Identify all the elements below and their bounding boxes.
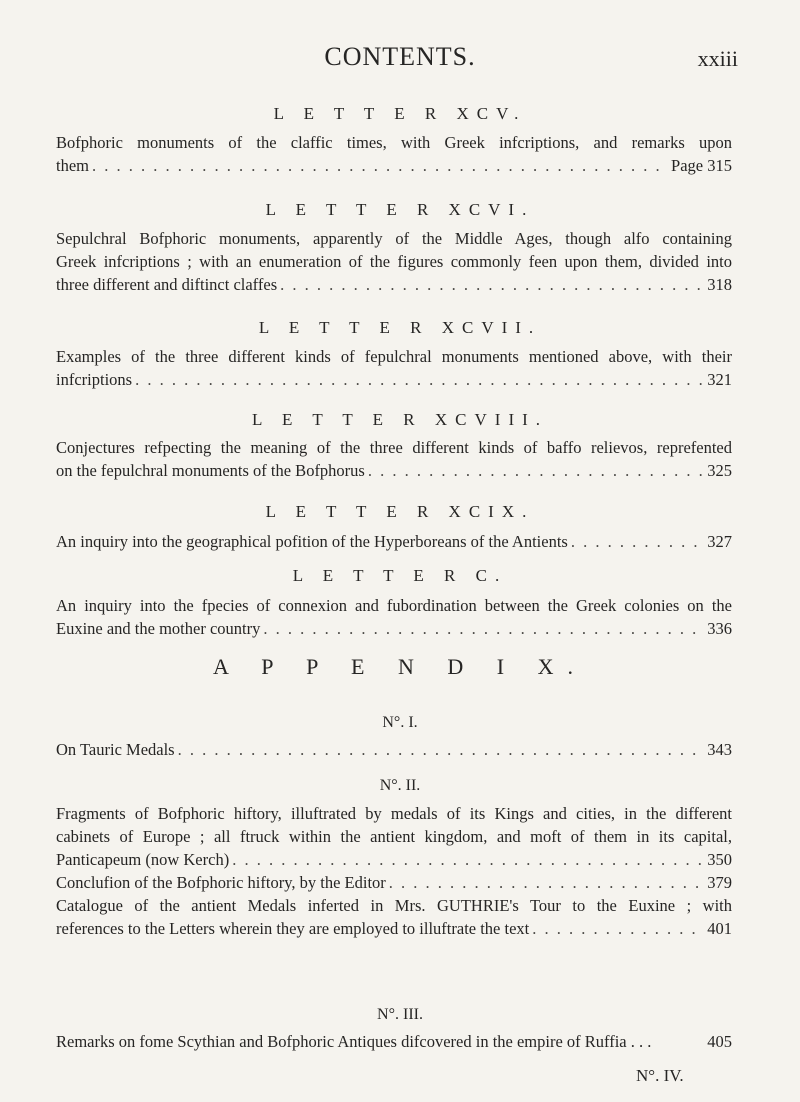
entry-page: 405: [707, 1032, 732, 1051]
appendix-title: A P P E N D I X.: [213, 654, 587, 679]
toc-entry: [56, 530, 732, 553]
toc-entry: [56, 1030, 732, 1053]
entry-last-line: [56, 154, 732, 177]
letter-heading: L E T T E R XCVI.: [265, 200, 535, 219]
entry-text: on the fepulchral monuments of the Bofphorus: [56, 461, 365, 480]
entry-text: Panticapeum (now Kerch): [56, 850, 230, 869]
entry-last-line: [56, 738, 732, 761]
entry-line: Bofphoric monuments of the claffic times, with Greek infcriptions, and remarks upon: [56, 133, 732, 152]
entry-page: 343: [707, 740, 732, 759]
page-number: xxiii: [697, 46, 738, 71]
entry-line: Catalogue of the antient Medals inferted in Mrs. GUTHRIE's Tour to the Euxine ; with: [56, 896, 732, 915]
letter-heading: L E T T E R XCIX.: [265, 502, 535, 521]
toc-entry: [56, 436, 732, 482]
entry-last-line: [56, 368, 732, 391]
leader-dots: [389, 871, 704, 894]
letter-heading: L E T T E R XCV.: [273, 104, 527, 123]
appendix-number: N°. I.: [382, 714, 418, 731]
entry-line: Examples of the three different kinds of fepulchral monuments mentioned above, with their: [56, 347, 732, 366]
toc-entry: [56, 738, 732, 761]
entry-line: An inquiry into the fpecies of connexion and fubordination between the Greek colonies on the: [56, 596, 732, 615]
entry-text: them: [56, 156, 89, 175]
entry-last-line: [56, 273, 732, 296]
entry-text: An inquiry into the geographical pofition of the Hyperboreans of the Antients: [56, 532, 568, 551]
appendix-number: N°. II.: [379, 777, 421, 794]
entry-text: Conclufion of the Bofphoric hiftory, by the Editor: [56, 873, 386, 892]
entry-page: 325: [707, 461, 732, 480]
letter-heading: L E T T E R C.: [292, 566, 508, 585]
leader-dots: [263, 617, 704, 640]
leader-dots: [532, 917, 704, 940]
toc-entry: [56, 131, 732, 177]
entry-page: 321: [707, 370, 732, 389]
running-title: CONTENTS.: [324, 42, 476, 71]
entry-page: 401: [707, 919, 732, 938]
entry-last-line: [56, 617, 732, 640]
entry-last-line: [56, 530, 732, 553]
leader-dots: [92, 154, 668, 177]
entry-page: 318: [707, 275, 732, 294]
entry-text: Remarks on fome Scythian and Bofphoric Antiques difcovered in the empire of Ruffia . . .: [56, 1032, 652, 1051]
entry-last-line: [56, 871, 732, 894]
entry-page: 350: [707, 850, 732, 869]
entry-line: Greek infcriptions ; with an enumeration of the figures commonly feen upon them, divided into: [56, 252, 732, 271]
entry-line: cabinets of Europe ; all ftruck within the antient kingdom, and moft of them in its capital,: [56, 827, 732, 846]
leader-dots: [571, 530, 704, 553]
leader-dots: [178, 738, 705, 761]
entry-line: Conjectures refpecting the meaning of the three different kinds of baffo relievos, reprefented: [56, 438, 732, 457]
catchword: N°. IV.: [636, 1066, 684, 1085]
entry-text: three different and diftinct claffes: [56, 275, 278, 294]
entry-text: Euxine and the mother country: [56, 619, 261, 638]
entry-page: 327: [707, 532, 732, 551]
letter-heading: L E T T E R XCVII.: [258, 318, 542, 337]
entry-page: 379: [707, 873, 732, 892]
entry-page: Page 315: [671, 156, 732, 175]
leader-dots: [232, 848, 704, 871]
entry-last-line: [56, 848, 732, 871]
entry-page: 336: [707, 619, 732, 638]
appendix-number: N°. III.: [377, 1006, 423, 1023]
entry-text: infcriptions: [56, 370, 133, 389]
toc-entry: [56, 802, 732, 940]
letter-heading: L E T T E R XCVIII.: [251, 410, 549, 429]
entry-last-line: [56, 459, 732, 482]
entry-text: On Tauric Medals: [56, 740, 175, 759]
toc-entry: [56, 594, 732, 640]
leader-dots: [135, 368, 704, 391]
leader-dots: [280, 273, 704, 296]
entry-line: Sepulchral Bofphoric monuments, apparently of the Middle Ages, though alfo containing: [56, 229, 732, 248]
toc-entry: [56, 227, 732, 296]
entry-text: references to the Letters wherein they are employed to illuftrate the text: [56, 919, 530, 938]
entry-last-line: [56, 1030, 732, 1053]
entry-line: Fragments of Bofphoric hiftory, illuftrated by medals of its Kings and cities, in the different: [56, 804, 732, 823]
toc-entry: [56, 345, 732, 391]
leader-dots: [368, 459, 704, 482]
entry-last-line: [56, 917, 732, 940]
page-header: [0, 42, 800, 82]
